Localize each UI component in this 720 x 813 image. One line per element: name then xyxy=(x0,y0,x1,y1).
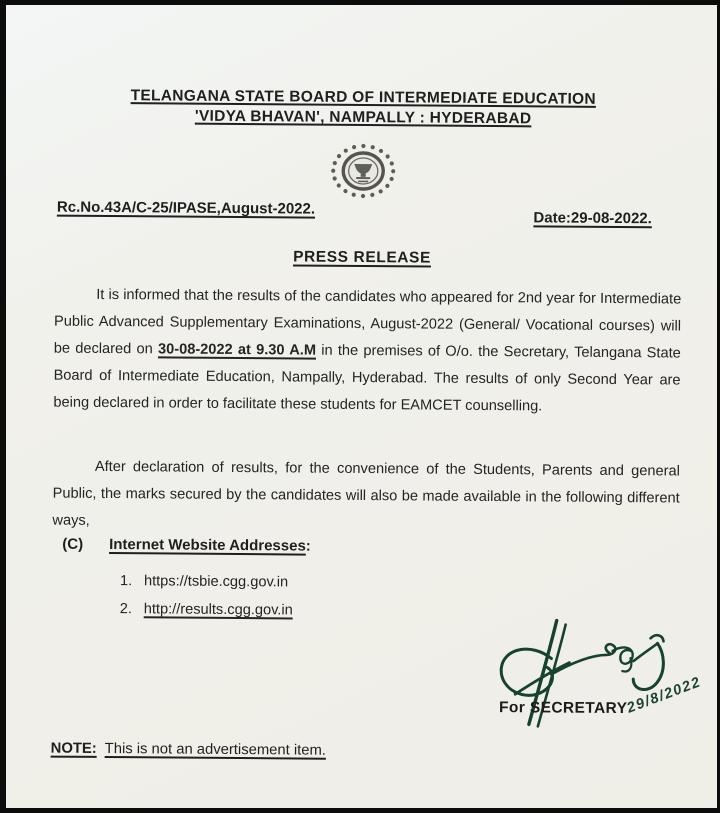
reference-number: Rc.No.43A/C-25/IPASE,August-2022. xyxy=(56,198,316,218)
website-list xyxy=(120,567,293,624)
paragraph-1-text-before: It is informed that the results of the candidates who appeared for 2nd year for Intermediate Public Advanced Supplementary Examinations, August-2022 (General/ Vocational courses) will be declared on xyxy=(53,286,682,358)
note-line xyxy=(51,741,326,759)
org-address: 'VIDYA BHAVAN', NAMPALLY : HYDERABAD xyxy=(194,107,532,128)
section-heading-text: Internet Website Addresses xyxy=(109,536,306,555)
reference-row xyxy=(57,199,652,228)
note-label: NOTE: xyxy=(50,740,97,757)
paragraph-1-text-after: in the premises of O/o. the Secretary, Telangana State Board of Intermediate Education, Nampally, Hyderabad. The results of only Second Year are being declared in order to facilitate these students for EAMCET counselling. xyxy=(53,342,681,415)
scan-tilt-wrapper xyxy=(6,5,717,808)
signature-block xyxy=(433,612,717,739)
result-datetime: 30-08-2022 at 9.30 A.M xyxy=(157,341,317,359)
website-item xyxy=(120,567,293,596)
section-heading-colon: : xyxy=(305,537,311,555)
document-page xyxy=(6,5,717,808)
website-item xyxy=(120,595,293,624)
press-release-title: PRESS RELEASE xyxy=(293,248,432,267)
website-url: http://results.cgg.gov.in xyxy=(143,601,293,619)
item-number: 2. xyxy=(119,601,133,618)
handwritten-date: 29/8/2022 xyxy=(624,674,704,717)
note-text: This is not an advertisement item. xyxy=(104,740,326,759)
paragraph-results-declaration xyxy=(53,282,681,422)
section-label: (C) xyxy=(62,535,84,553)
signatory-title: For SECRETARY xyxy=(498,699,628,718)
item-number: 1. xyxy=(119,573,133,590)
website-section-heading xyxy=(62,536,311,555)
document-date: Date:29-08-2022. xyxy=(533,209,652,228)
board-seal-icon xyxy=(324,142,400,206)
org-name: TELANGANA STATE BOARD OF INTERMEDIATE EDUCATION xyxy=(130,87,597,108)
document-header xyxy=(8,85,717,131)
website-url: https://tsbie.cgg.gov.in xyxy=(143,573,289,591)
paragraph-marks-availability: After declaration of results, for the convenience of the Students, Parents and general Public, the marks secured by the candidates will also be made available in the following different ways, xyxy=(52,458,680,529)
